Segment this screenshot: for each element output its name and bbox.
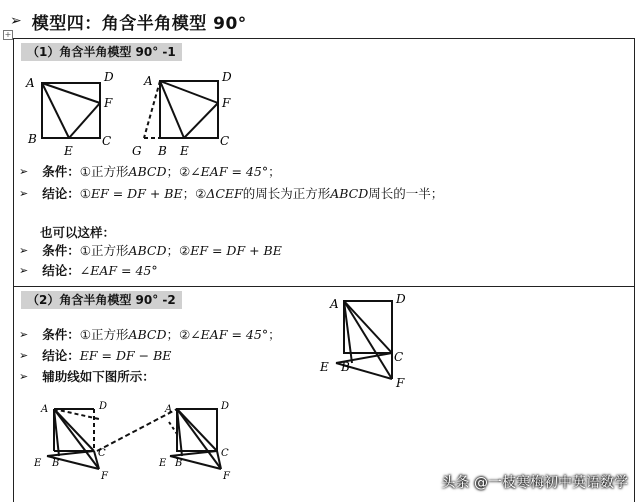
figure1-square bbox=[42, 83, 100, 138]
bullet-arrow-icon: ➢ bbox=[19, 348, 29, 362]
aux-right-D: D bbox=[221, 401, 230, 412]
aux-right-F: F bbox=[223, 471, 230, 482]
figure2-square bbox=[144, 81, 218, 138]
bullet-arrow-icon: ➢ bbox=[19, 243, 29, 257]
fig2-label-D: D bbox=[222, 70, 232, 84]
section1-conclusion-alt: ➢ 结论： ∠EAF = 45° bbox=[19, 262, 158, 278]
fig1-label-A: A bbox=[26, 76, 35, 90]
fig2-label-F: F bbox=[222, 96, 231, 110]
section1-also: 也可以这样： bbox=[40, 225, 116, 240]
section2-conclusion: ➢ 结论： EF = DF − BE bbox=[19, 347, 172, 363]
fig1-label-B: B bbox=[28, 132, 37, 146]
aux-left-E: E bbox=[34, 458, 42, 469]
section2-heading: （2）角含半角模型 90° -2 bbox=[21, 291, 182, 309]
fig2-label-C: C bbox=[220, 134, 230, 148]
aux-right-C: C bbox=[221, 448, 229, 459]
bullet-arrow-icon: ➢ bbox=[19, 164, 29, 178]
aux-left-D: D bbox=[99, 401, 108, 412]
fig2-label-E: E bbox=[180, 144, 189, 158]
page-title: 模型四：角含半角模型 90° bbox=[31, 13, 247, 34]
bullet-arrow-icon: ➢ bbox=[19, 369, 29, 383]
section2-aux: ➢ 辅助线如下图所示： bbox=[19, 369, 155, 384]
section1-condition: ➢ 条件： ①正方形 ABCD ；② ∠EAF = 45° ； bbox=[19, 163, 281, 179]
section1-condition-alt: ➢ 条件： ①正方形 ABCD ；② EF = DF + BE bbox=[19, 242, 282, 258]
aux-right-E: E bbox=[159, 458, 167, 469]
fig1-label-C: C bbox=[102, 134, 112, 148]
aux-right-A: A bbox=[165, 404, 173, 415]
fig1-label-E: E bbox=[64, 144, 73, 158]
fig1-label-F: F bbox=[104, 96, 113, 110]
section2-condition: ➢ 条件： ①正方形 ABCD ；② ∠EAF = 45° ； bbox=[19, 326, 281, 342]
aux-left-A: A bbox=[41, 404, 49, 415]
s2-label-E: E bbox=[320, 360, 329, 374]
title-row bbox=[10, 10, 247, 32]
section1-conclusion: ➢ 结论： ① EF = DF + BE ；② ΔCEF 的周长为正方形 ABCD 周长的一半； bbox=[19, 185, 444, 201]
s2-label-B: B bbox=[341, 360, 350, 374]
section-divider bbox=[14, 286, 634, 287]
section2-aux-figures bbox=[29, 394, 259, 494]
s2-label-F: F bbox=[396, 376, 405, 390]
bullet-arrow-icon: ➢ bbox=[19, 263, 29, 277]
section1-figures bbox=[14, 63, 274, 163]
bullet-arrow-icon: ➢ bbox=[10, 13, 22, 29]
aux-left-F: F bbox=[101, 471, 108, 482]
aux-right-B: B bbox=[175, 458, 183, 469]
fig2-label-B: B bbox=[158, 144, 167, 158]
s2-label-D: D bbox=[396, 292, 406, 306]
fig2-label-A: A bbox=[144, 74, 153, 88]
s2-label-C: C bbox=[394, 350, 404, 364]
aux-left-B: B bbox=[52, 458, 60, 469]
section2-main-figure bbox=[314, 291, 424, 396]
aux-left-C: C bbox=[98, 448, 106, 459]
watermark: 头条 @一枝寒梅初中英语数学 bbox=[441, 475, 628, 491]
fig1-label-D: D bbox=[104, 70, 114, 84]
model-table bbox=[13, 38, 635, 502]
section1-heading: （1）角含半角模型 90° -1 bbox=[21, 43, 182, 61]
s2-label-A: A bbox=[330, 297, 339, 311]
bullet-arrow-icon: ➢ bbox=[19, 186, 29, 200]
fig2-label-G: G bbox=[132, 144, 142, 158]
bullet-arrow-icon: ➢ bbox=[19, 327, 29, 341]
table-move-handle-icon[interactable]: + bbox=[4, 30, 12, 39]
